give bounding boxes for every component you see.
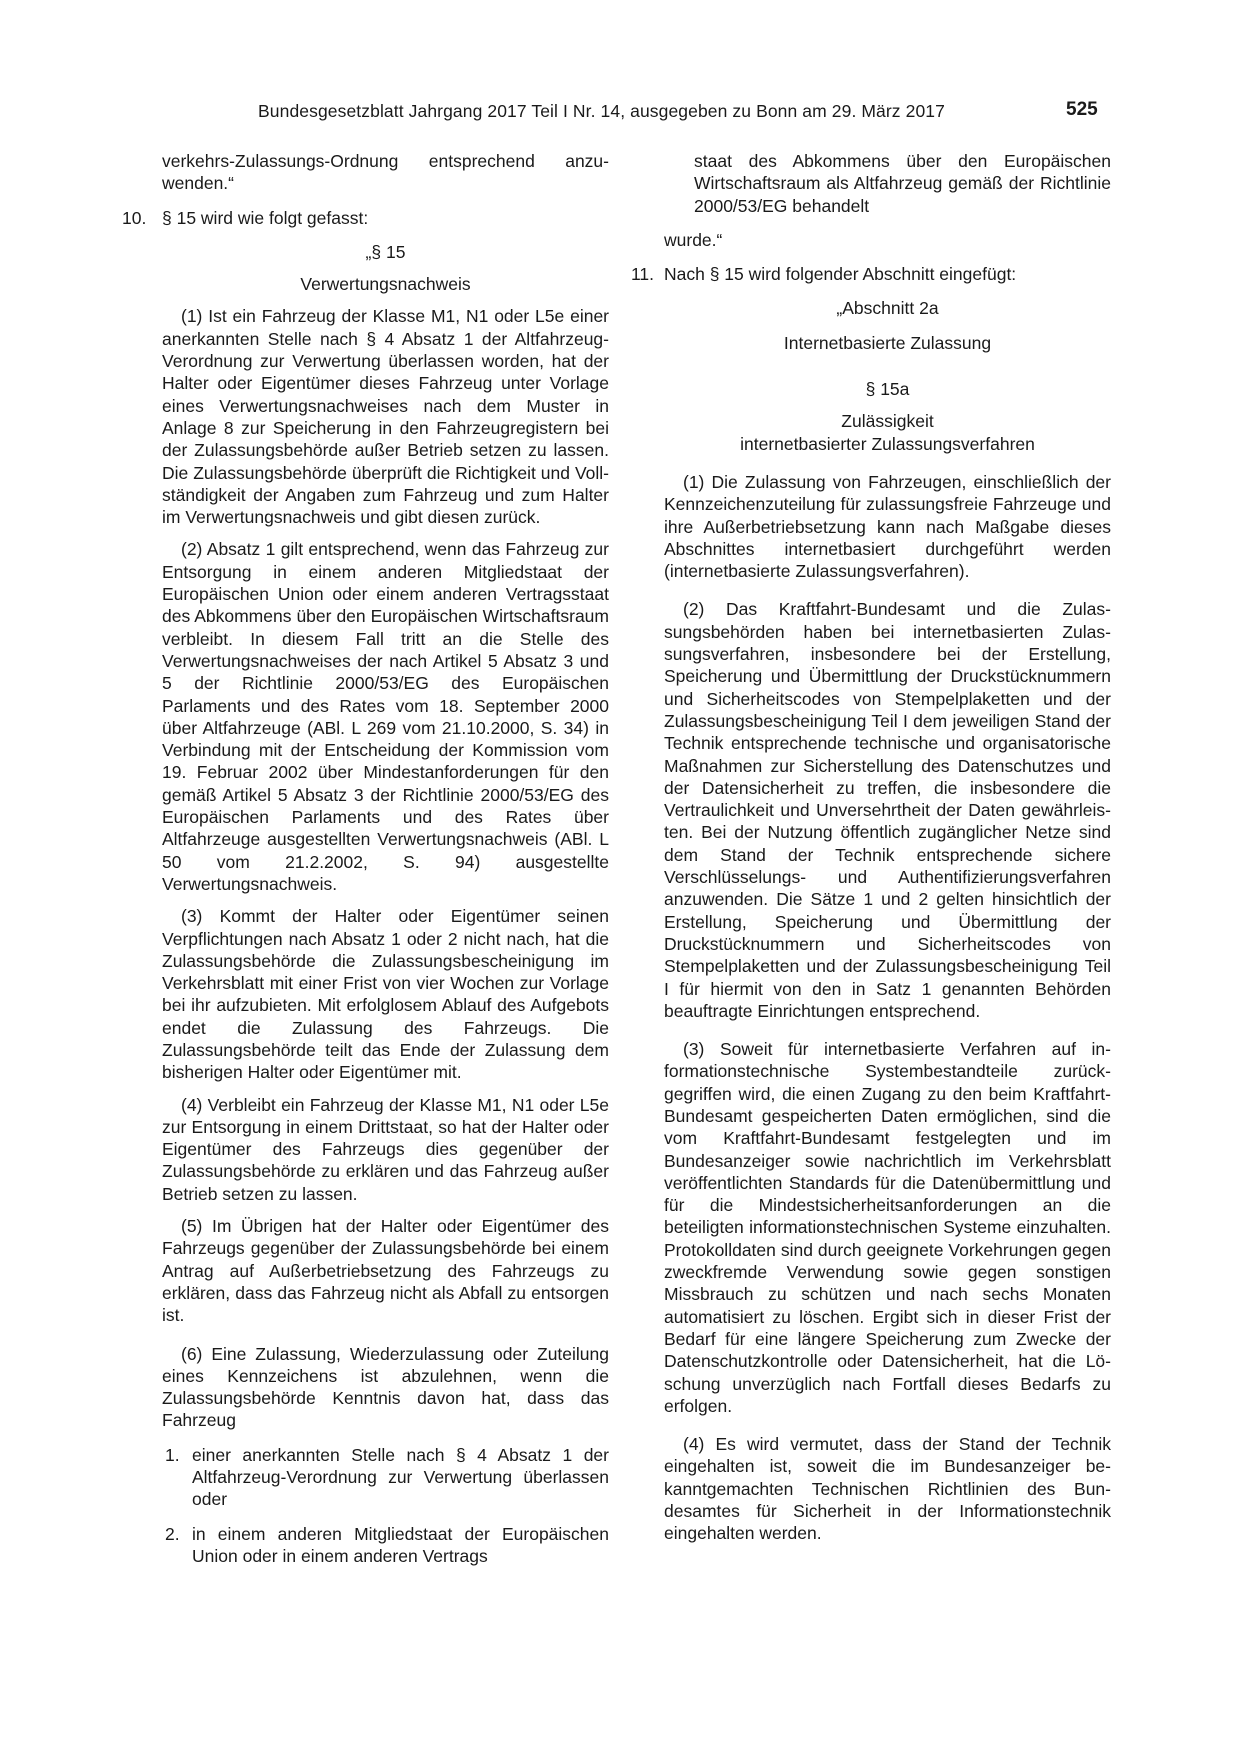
chapter-heading: „Abschnitt 2a — [836, 298, 939, 319]
amendment-item-11 — [631, 263, 1111, 285]
left-intro: verkehrs-Zulassungs-Ordnung entsprechend anzuwenden.“ — [162, 151, 609, 194]
closing-text: wurde.“ — [664, 229, 723, 250]
page-number: 525 — [1066, 99, 1098, 120]
section-heading: § 15a — [865, 379, 910, 400]
paragraph-4: (4) Es wird vermutet, dass der Stand der Technik eingehalten ist, soweit die im Bundesanzeiger bekanntgemachten Technischen Richtlinien des Bundesamtes für Sicherheit in der Informationstechnik eingehalten werden. — [664, 1434, 1111, 1544]
paragraph-5: (5) Im Übrigen hat der Halter oder Eigentümer des Fahrzeugs gegenüber der Zulassungsbehörde bei einem Antrag auf Außerbetriebsetzung des Fahrzeugs zu erklären, dass das Fahrzeug nicht als Abfall zu entsorgen ist. — [162, 1216, 609, 1326]
list-item-number: 2. — [165, 1523, 180, 1544]
list-item-number: 1. — [165, 1444, 180, 1465]
list-item — [162, 1444, 609, 1511]
list-item — [162, 1523, 609, 1568]
section-title: Verwertungsnachweis — [300, 274, 471, 295]
section-heading: „§ 15 — [365, 241, 406, 262]
item-number: 11. — [631, 264, 655, 285]
amendment-item-10 — [122, 207, 609, 229]
paragraph-2: (2) Absatz 1 gilt entsprechend, wenn das Fahrzeug zur Entsorgung in einem anderen Mitgliedstaat der Europäischen Union oder einem anderen Vertragsstaat des Abkommens über den Europäischen Wirtschaftsraum verbleibt. In diesem Fall tritt an die Stelle des Verwertungsnachweises der nach Artikel 5 Absatz 3 und 5 der Richtlinie 2000/53/EG des Europäischen Parlaments und des Rates vom 18. September 2000 über Altfahrzeuge (ABl. L 269 vom 21.10.2000, S. 34) in Verbindung mit der Entscheidung der Kommission vom 19. Februar 2002 über Mindestanforderungen für den gemäß Artikel 5 Absatz 3 der Richtlinie 2000/53/EG des Europäischen Parlaments und des Rates über Altfahrzeuge ausgestellten Verwertungsnachweis (ABl. L 50 vom 21.2.2002, S. 94) ausgestellte Verwertungsnachweis. — [162, 539, 609, 894]
paragraph-4: (4) Verbleibt ein Fahrzeug der Klasse M1, N1 oder L5e zur Entsorgung in einem Drittstaat, so hat der Halter oder Eigentümer des Fahrzeugs dies gegenüber der Zulassungsbehörde zu erklären und das Fahrzeug außer Betrieb setzen zu lassen. — [162, 1094, 609, 1204]
paragraph-6: (6) Eine Zulassung, Wiederzulassung oder Zuteilung eines Kennzeichens ist abzulehnen, wenn die Zulassungsbehörde Kenntnis davon hat, dass das Fahrzeug — [162, 1343, 609, 1431]
list-item-continuation: staat des Abkommens über den Europäischen Wirtschaftsraum als Altfahrzeug gemäß der Richtlinie 2000/53/EG behandelt — [694, 151, 1111, 216]
page-header — [0, 100, 1241, 126]
paragraph-2: (2) Das Kraftfahrt-Bundesamt und die Zulassungsbehörden haben bei internetbasierten Zulassungsverfahren, insbesondere bei der Erstellung, Speicherung und Übermittlung der Druckstücknummern und Sicherheitscodes von Stempelplaketten und der Zulassungsbescheinigung Teil I dem jeweiligen Stand der Technik entsprechende technische und organisatorische Maßnahmen zur Sicherstellung des Datenschutzes und der Datensicherheit zu treffen, die insbesondere die Vertraulichkeit und Unversehrtheit der Daten gewährleisten. Bei der Nutzung öffentlich zugänglicher Netze sind dem Stand der Technik entsprechende sichere Verschlüsselungs- und Authentifizierungsverfahren anzuwenden. Die Sätze 1 und 2 gelten hinsichtlich der Erstellung, Speicherung und Übermittlung der Druckstücknummern und Sicherheitscodes von Stempelplaketten und der Zulassungsbescheinigung Teil I für hiermit von den in Satz 1 genannten Behörden beauftragte Einrichtungen entsprechend. — [664, 599, 1111, 1021]
item-text: Nach § 15 wird folgender Abschnitt eingefügt: — [664, 264, 1017, 285]
header-title: Bundesgesetzblatt Jahrgang 2017 Teil I Nr. 14, ausgegeben zu Bonn am 29. März 2017 — [258, 101, 945, 121]
paragraph-1: (1) Ist ein Fahrzeug der Klasse M1, N1 oder L5e einer anerkannten Stelle nach § 4 Absatz 1 der Altfahrzeug-Verordnung zur Verwertung überlassen worden, hat der Halter oder Eigentümer dieses Fahrzeug unter Vorlage eines Verwertungsnachweises nach dem Muster in Anlage 8 zur Speicherung in den Fahrzeugregistern bei der Zulassungsbehörde außer Betrieb setzen zu lassen. Die Zulassungsbehörde überprüft die Richtigkeit und Vollständigkeit der Angaben zum Fahrzeug und zum Halter im Verwertungsnachweis und gibt diesen zurück. — [162, 306, 609, 528]
list-item-text: in einem anderen Mitgliedstaat der Europäischen Union oder in einem anderen Vertrags — [192, 1523, 609, 1566]
paragraph-1: (1) Die Zulassung von Fahrzeugen, einschließlich der Kennzeichenzuteilung für zulassungsfreie Fahrzeuge und ihre Außerbetriebsetzung kann nach Maßgabe dieses Abschnittes internetbasiert durchgeführt werden (internetbasierte Zulassungsverfahren). — [664, 471, 1111, 582]
item-number: 10. — [122, 207, 147, 228]
section-title-line-2: internetbasierter Zulassungsverfahren — [740, 433, 1035, 454]
right-column — [631, 150, 1111, 1545]
paragraph-3: (3) Soweit für internetbasierte Verfahren auf informationstechnische Systembestandteile zurückgegriffen wird, die einen Zugang zu den beim Kraftfahrt-Bundesamt gespeicherten Daten ermöglichen, sind die vom Kraftfahrt-Bundesamt festgelegten und im Bundesanzeiger sowie nachrichtlich im Verkehrsblatt veröffentlichten Standards für die Datenübermittlung und für die Mindestsicherheitsanforderungen an die beteiligten informationstechnischen Systeme einzuhalten. Protokolldaten sind durch geeignete Vorkehrungen gegen zweckfremde Verwendung sowie gegen sonstigen Missbrauch zu schützen und nach sechs Monaten automatisiert zu löschen. Ergibt sich in dieser Frist der Bedarf für eine längere Speicherung zum Zwecke der Datenschutzkontrolle oder Datensicherheit, hat die Löschung unverzüglich nach Fortfall dieses Bedarfs zu erfolgen. — [664, 1039, 1111, 1416]
list-item-text: einer anerkannten Stelle nach § 4 Absatz 1 der Altfahrzeug-Verordnung zur Verwertung überlassen oder — [192, 1444, 609, 1510]
left-column — [122, 150, 609, 1567]
item-text: § 15 wird wie folgt gefasst: — [162, 207, 369, 228]
chapter-title: Internetbasierte Zulassung — [783, 332, 992, 353]
section-title-line-1: Zulässigkeit — [841, 411, 934, 432]
paragraph-3: (3) Kommt der Halter oder Eigentümer seinen Verpflichtungen nach Absatz 1 oder 2 nicht nach, hat die Zulassungsbehörde die Zulassungsbescheinigung im Verkehrsblatt mit einer Frist von vier Wochen zur Vorlage bei ihr aufzubieten. Mit erfolglosem Ablauf des Aufgebots endet die Zulassung des Fahrzeugs. Die Zulassungsbehörde teilt das Ende der Zulassung dem bisherigen Halter oder Eigentümer mit. — [162, 906, 609, 1083]
